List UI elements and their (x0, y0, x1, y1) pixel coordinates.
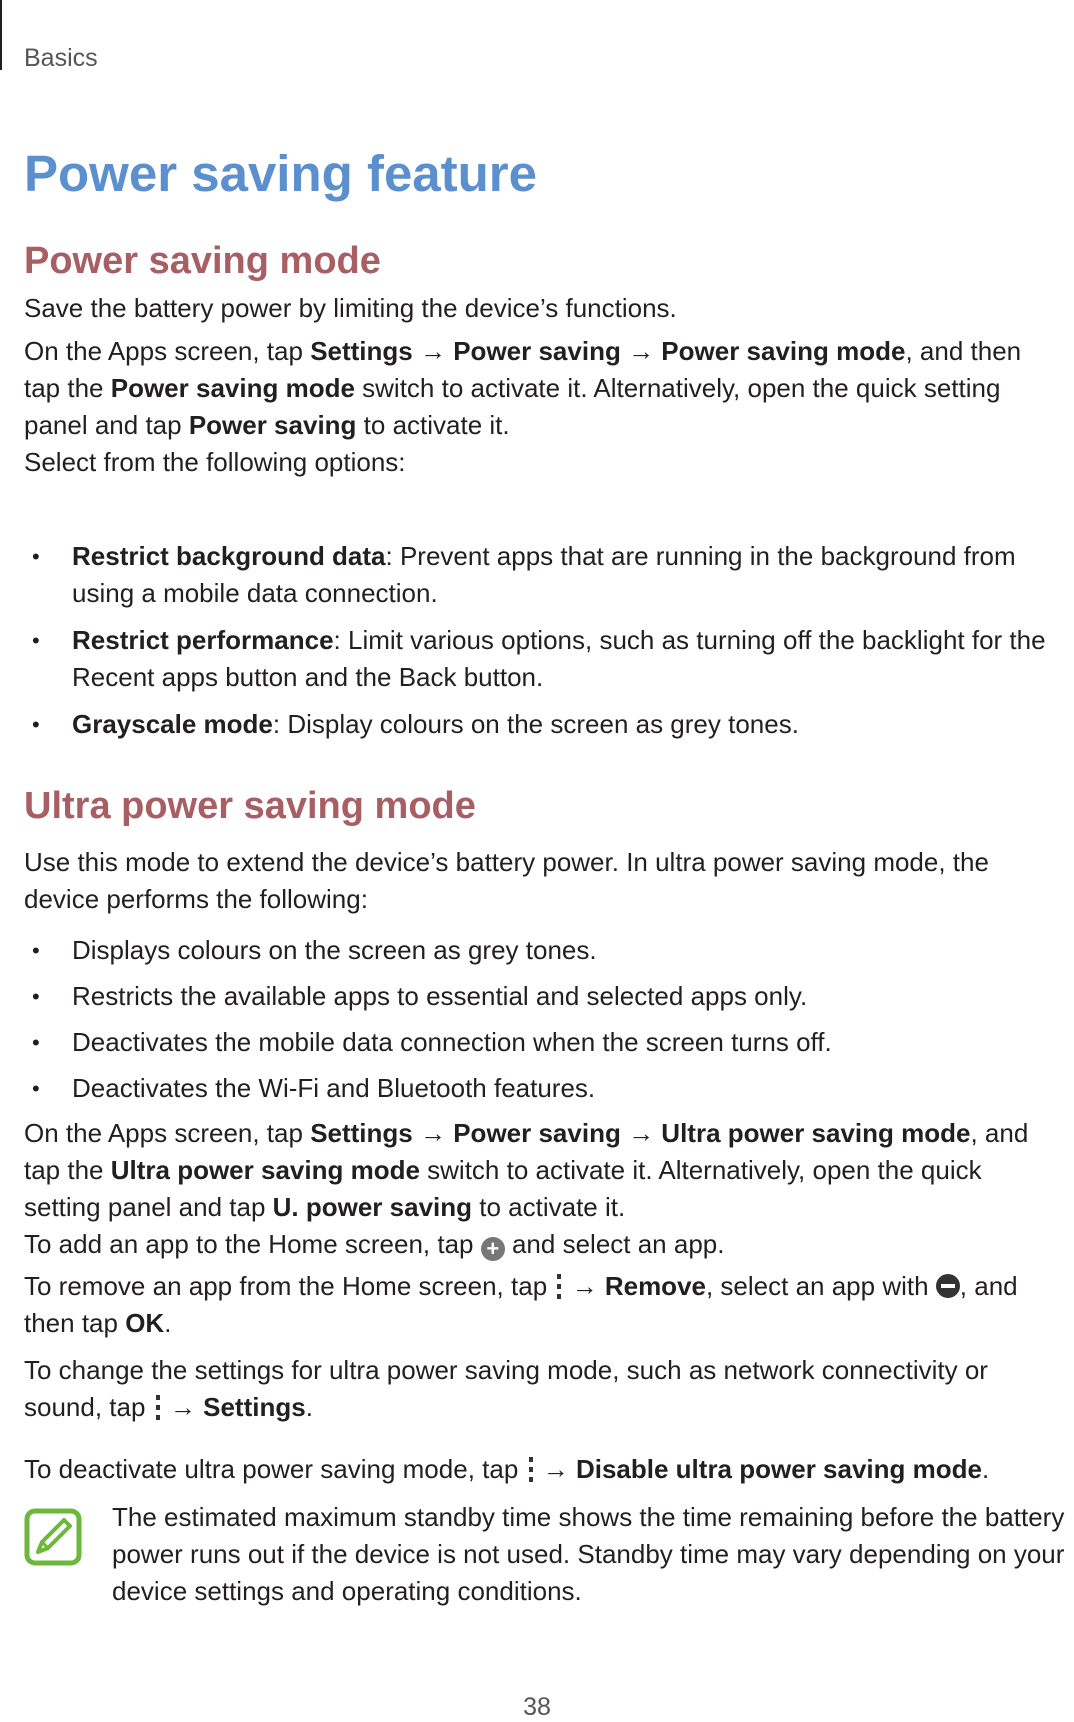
list-item: • Displays colours on the screen as grey tones. (24, 932, 1064, 969)
page-title: Power saving feature (24, 145, 538, 202)
list-item: • Restrict performance: Limit various options, such as turning off the backlight for the Recent apps button and the Back button. (24, 622, 1064, 696)
list-item: • Restrict background data: Prevent apps that are running in the background from using a mobile data connection. (24, 538, 1064, 612)
deactivate-instructions: To deactivate ultra power saving mode, tap → Disable ultra power saving mode. (24, 1454, 990, 1484)
more-options-icon (554, 1274, 564, 1300)
list-item: • Restricts the available apps to essential and selected apps only. (24, 978, 1064, 1015)
remove-icon (936, 1274, 960, 1298)
add-icon: + (481, 1237, 505, 1261)
note-text: The estimated maximum standby time shows the time remaining before the battery power runs out if the device is not used. Standby time may vary depending on your device settings and operating conditions. (112, 1502, 1065, 1606)
power-saving-intro: Save the battery power by limiting the device’s functions. (24, 293, 677, 323)
list-item: • Grayscale mode: Display colours on the screen as grey tones. (24, 706, 1064, 743)
ultra-intro: Use this mode to extend the device’s battery power. In ultra power saving mode, the device performs the following: (24, 847, 989, 914)
power-saving-instructions: On the Apps screen, tap Settings → Power saving → Power saving mode, and then tap the Power saving mode switch to activate it. Alternatively, open the quick setting panel and tap Power saving to activate it. (24, 336, 1022, 440)
bullet-dot: • (32, 938, 40, 963)
bullet-dot: • (32, 984, 40, 1009)
list-item: • Deactivates the mobile data connection when the screen turns off. (24, 1024, 1064, 1061)
bullet-dot: • (32, 1030, 40, 1055)
remove-app-instructions: To remove an app from the Home screen, tap → Remove, select an app with , and then tap OK. (24, 1271, 1018, 1338)
bullet-dot: • (32, 544, 40, 569)
section-label: Basics (24, 44, 98, 72)
note-pencil-icon (24, 1508, 82, 1566)
ultra-instructions: On the Apps screen, tap Settings → Power saving → Ultra power saving mode, and tap the Ultra power saving mode switch to activate it. Alternatively, open the quick setting panel and tap U. power saving to activate it. (24, 1118, 1029, 1222)
more-options-icon (153, 1395, 163, 1421)
bullet-dot: • (32, 628, 40, 653)
more-options-icon (526, 1457, 536, 1483)
bullet-dot: • (32, 712, 40, 737)
change-settings-instructions: To change the settings for ultra power saving mode, such as network connectivity or sound, tap → Settings. (24, 1355, 988, 1422)
bullet-dot: • (32, 1076, 40, 1101)
heading-ultra-power-saving-mode: Ultra power saving mode (24, 785, 476, 827)
page-edge-marker (0, 0, 2, 70)
page-number: 38 (523, 1693, 551, 1721)
heading-power-saving-mode: Power saving mode (24, 240, 381, 282)
add-app-instructions: To add an app to the Home screen, tap + and select an app. (24, 1229, 725, 1261)
list-item: • Deactivates the Wi-Fi and Bluetooth features. (24, 1070, 1064, 1107)
settings-term: Settings (310, 336, 413, 366)
options-intro: Select from the following options: (24, 447, 406, 477)
